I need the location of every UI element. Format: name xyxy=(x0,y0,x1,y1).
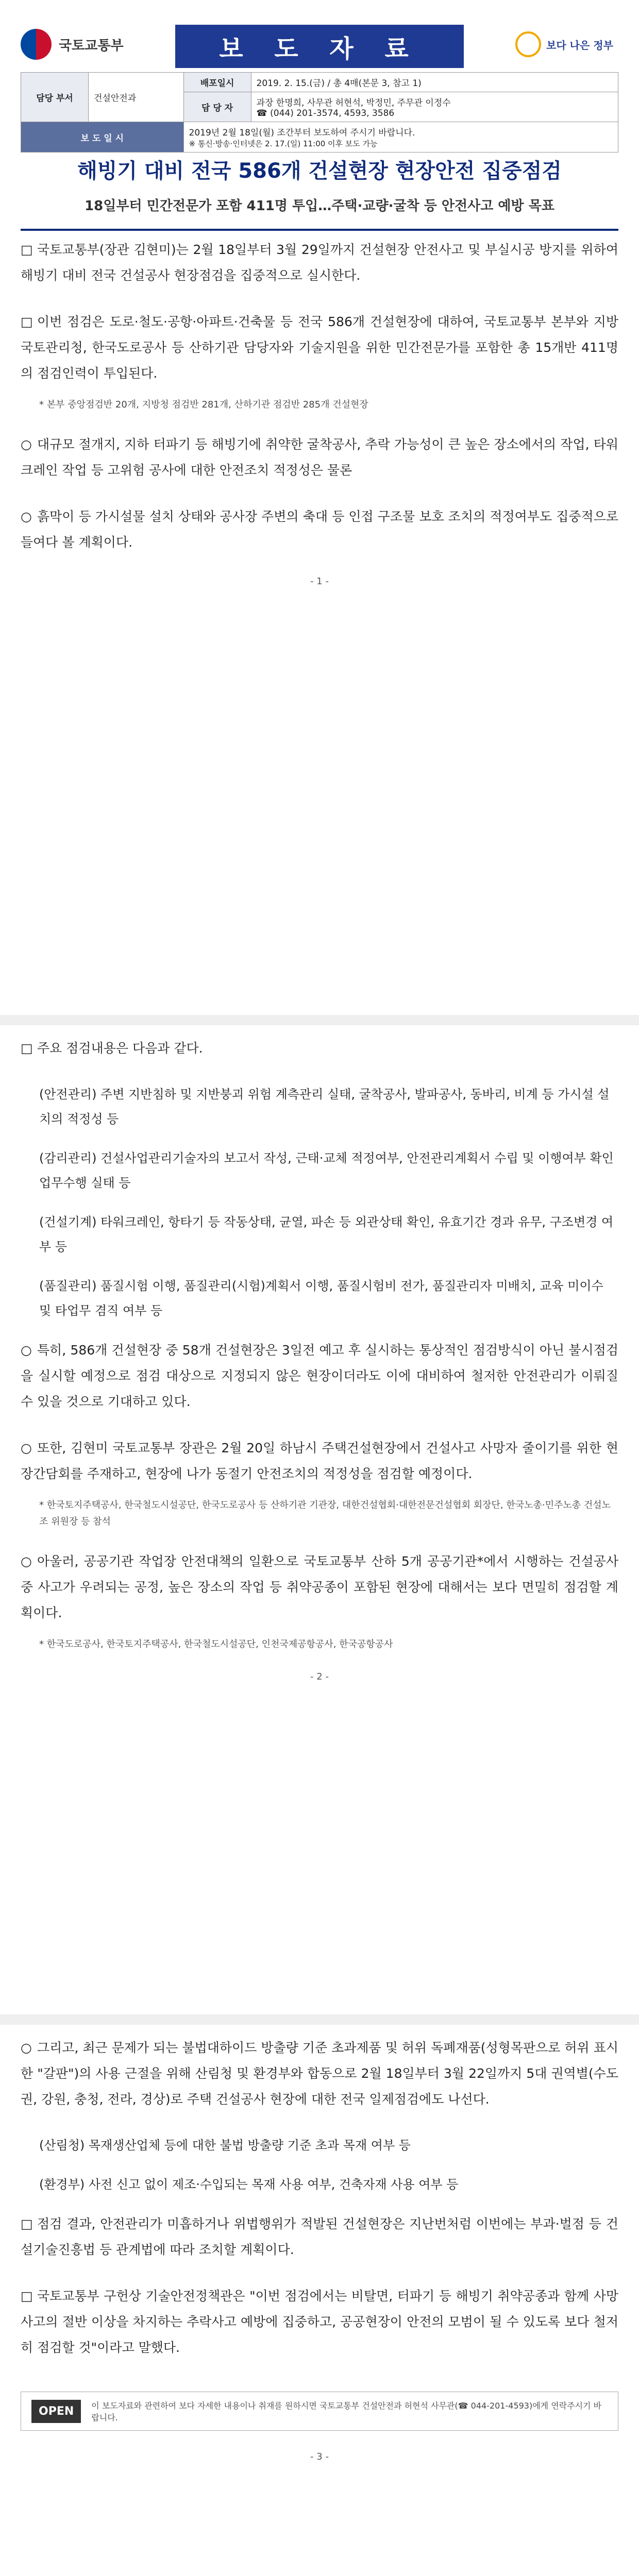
paragraph: □ 국토교통부 구헌상 기술안전정책관은 "이번 점검에서는 비탈면, 터파기 등 해빙기 취약공종과 함께 사망사고의 절반 이상을 차지하는 추락사고 예방에 집중하고, 공공현장이 안전의 모범이 될 수 있도록 보다 철저히 점검할 것"이라고 말했다. xyxy=(21,2289,618,2355)
paragraph: ○ 또한, 김현미 국토교통부 장관은 2월 20일 하남시 주택건설현장에서 건설사고 사망자 줄이기를 위한 현장간담회를 주재하고, 현장에 나가 동절기 안전조치의 적정성을 점검할 예정이다. xyxy=(21,1440,618,1481)
press-header xyxy=(21,21,618,148)
embargo-label: 보 도 일 시 xyxy=(21,122,184,152)
page-number: - 1 - xyxy=(310,576,329,587)
headline-title: 해빙기 대비 전국 586개 건설현장 현장안전 집중점검 xyxy=(77,159,562,183)
dept-label: 담당 부서 xyxy=(21,73,89,122)
meta-table xyxy=(21,72,618,152)
list-item: (안전관리) 주변 지반침하 및 지반붕괴 위험 계측관리 실태, 굴착공사, 발파공사, 동바리, 비계 등 가시설 설치의 적정성 등 xyxy=(39,1087,610,1126)
dept-value: 건설안전과 xyxy=(89,73,184,122)
embargo-value: 2019년 2월 18일(월) 조간부터 보도하여 주시기 바랍니다. xyxy=(189,128,415,138)
embargo-cell xyxy=(183,122,618,152)
paragraph: □ 주요 점검내용은 다음과 같다. xyxy=(21,1041,203,1056)
contact-tel: ☎ (044) 201-3574, 4593, 3586 xyxy=(256,108,395,118)
list-item: (건설기계) 타워크레인, 항타기 등 작동상태, 균열, 파손 등 외관상태 확인, 유효기간 경과 유무, 구조변경 여부 등 xyxy=(39,1215,614,1254)
paragraph: □ 이번 점검은 도로·철도·공항·아파트·건축물 등 전국 586개 건설현장에 대하여, 국토교통부 본부와 지방국토관리청, 한국도로공사 등 산하기관 담당자와 기술지원을 위한 민간전문가를 포함한 총 15개반 411명의 점검인력이 투입된다. xyxy=(21,314,618,381)
page-number: - 2 - xyxy=(310,1671,329,1682)
paragraph: □ 점검 결과, 안전관리가 미흡하거나 위법행위가 적발된 건설현장은 지난번처럼 이번에는 부과·벌점 등 건설기술진흥법 등 관계법에 따라 조치할 계획이다. xyxy=(21,2216,618,2257)
release-label: 배포일시 xyxy=(183,73,251,92)
contact-box xyxy=(21,2392,618,2431)
contact-value: 과장 한명희, 사무관 허현석, 박정민, 주무관 이정수 xyxy=(256,98,451,108)
footnote: * 한국도로공사, 한국토지주택공사, 한국철도시설공단, 인천국제공항공사, 한국공항공사 xyxy=(39,1639,393,1650)
footnote: * 본부 중앙점검반 20개, 지방청 점검반 281개, 산하기관 점검반 285개 건설현장 xyxy=(39,399,368,410)
ministry-logo xyxy=(21,21,155,68)
embargo-note: ※ 통신·방송·인터넷은 2. 17.(일) 11:00 이후 보도 가능 xyxy=(189,139,378,148)
open-logo: OPEN xyxy=(31,2400,81,2423)
page-1 xyxy=(21,237,618,587)
list-item: (산림청) 목재생산업체 등에 대한 불법 방출량 기준 초과 목재 여부 등 xyxy=(39,2138,411,2153)
headline-rule xyxy=(21,229,618,231)
contact-box-text: 이 보도자료와 관련하여 보다 자세한 내용이나 취재를 원하시면 국토교통부 건설안전과 허현석 사무관(☎ 044-201-4593)에게 연락주시기 바랍니다. xyxy=(91,2401,602,2422)
paragraph: ○ 대규모 절개지, 지하 터파기 등 해빙기에 취약한 굴착공사, 추락 가능성이 큰 높은 장소에서의 작업, 타워크레인 작업 등 고위험 공사에 대한 안전조치 적정성은 물론 xyxy=(21,437,618,478)
page-number: - 3 - xyxy=(310,2451,329,2462)
list-item: (감리관리) 건설사업관리기술자의 보고서 작성, 근태·교체 적정여부, 안전관리계획서 수립 및 이행여부 확인 업무수행 실태 등 xyxy=(39,1151,614,1190)
paragraph: □ 국토교통부(장관 김현미)는 2월 18일부터 3월 29일까지 건설현장 안전사고 및 부실시공 방지를 위하여 해빙기 대비 전국 건설공사 현장점검을 집중적으로 실시한다. xyxy=(21,242,618,283)
release-value: 2019. 2. 15.(금) / 총 4매(본문 3, 참고 1) xyxy=(251,73,618,92)
slogan-text: 보다 나은 정부 xyxy=(546,39,613,52)
ministry-name: 국토교통부 xyxy=(59,38,124,54)
headline xyxy=(21,155,618,231)
page-2 xyxy=(21,1036,618,1682)
paragraph: ○ 그리고, 최근 문제가 되는 불법대하이드 방출량 기준 초과제품 및 허위 독폐재품(성형목판으로 허위 표시한 "갈판")의 사용 근절을 위해 산림청 및 환경부와 합동으로 2월 18일부터 3월 22일까지 5대 권역별(수도권, 강원, 충청, 전라, 경상)로 주택 건설공사 현장에 대한 전국 일제점검에도 나선다. xyxy=(21,2040,618,2107)
paragraph: ○ 흙막이 등 가시설물 설치 상태와 공사장 주변의 축대 등 인접 구조물 보호 조치의 적정여부도 집중적으로 들여다 볼 계획이다. xyxy=(21,509,618,550)
page-divider xyxy=(0,2014,639,2025)
list-item: (품질관리) 품질시험 이행, 품질관리(시험)계획서 이행, 품질시험비 전가, 품질관리자 미배치, 교육 미이수 및 타업무 겸직 여부 등 xyxy=(39,1279,603,1318)
contact-cell xyxy=(251,92,618,122)
page-divider xyxy=(0,1015,639,1025)
paragraph: ○ 아울러, 공공기관 작업장 안전대책의 일환으로 국토교통부 산하 5개 공공기관*에서 시행하는 건설공사 중 사고가 우려되는 공정, 높은 장소의 작업 등 취약공종이 포함된 현장에 대해서는 보다 면밀히 점검할 계획이다. xyxy=(21,1554,618,1620)
gov-slogan xyxy=(510,21,618,68)
taegeuk-icon xyxy=(21,29,52,60)
slogan-icon xyxy=(515,31,541,57)
contact-label: 담 당 자 xyxy=(183,92,251,122)
list-item: (환경부) 사전 신고 없이 제조·수입되는 목재 사용 여부, 건축자재 사용 여부 등 xyxy=(39,2177,459,2192)
doc-title: 보 도 자 료 xyxy=(175,25,464,68)
footnote: * 한국토지주택공사, 한국철도시설공단, 한국도로공사 등 산하기관 기관장, 대한건설협회·대한전문건설협회 회장단, 한국노총·민주노총 건설노조 위원장 등 참석 xyxy=(39,1500,611,1527)
headline-subtitle: 18일부터 민간전문가 포함 411명 투입…주택·교량·굴착 등 안전사고 예방 목표 xyxy=(85,198,554,214)
page-3 xyxy=(21,2035,618,2462)
paragraph: ○ 특히, 586개 건설현장 중 58개 건설현장은 3일전 예고 후 실시하는 통상적인 점검방식이 아닌 불시점검을 실시할 예정으로 점검 대상으로 지정되지 않은 현장이더라도 이에 대비하여 철저한 안전관리가 이뤄질 수 있을 것으로 기대하고 있다. xyxy=(21,1343,618,1409)
